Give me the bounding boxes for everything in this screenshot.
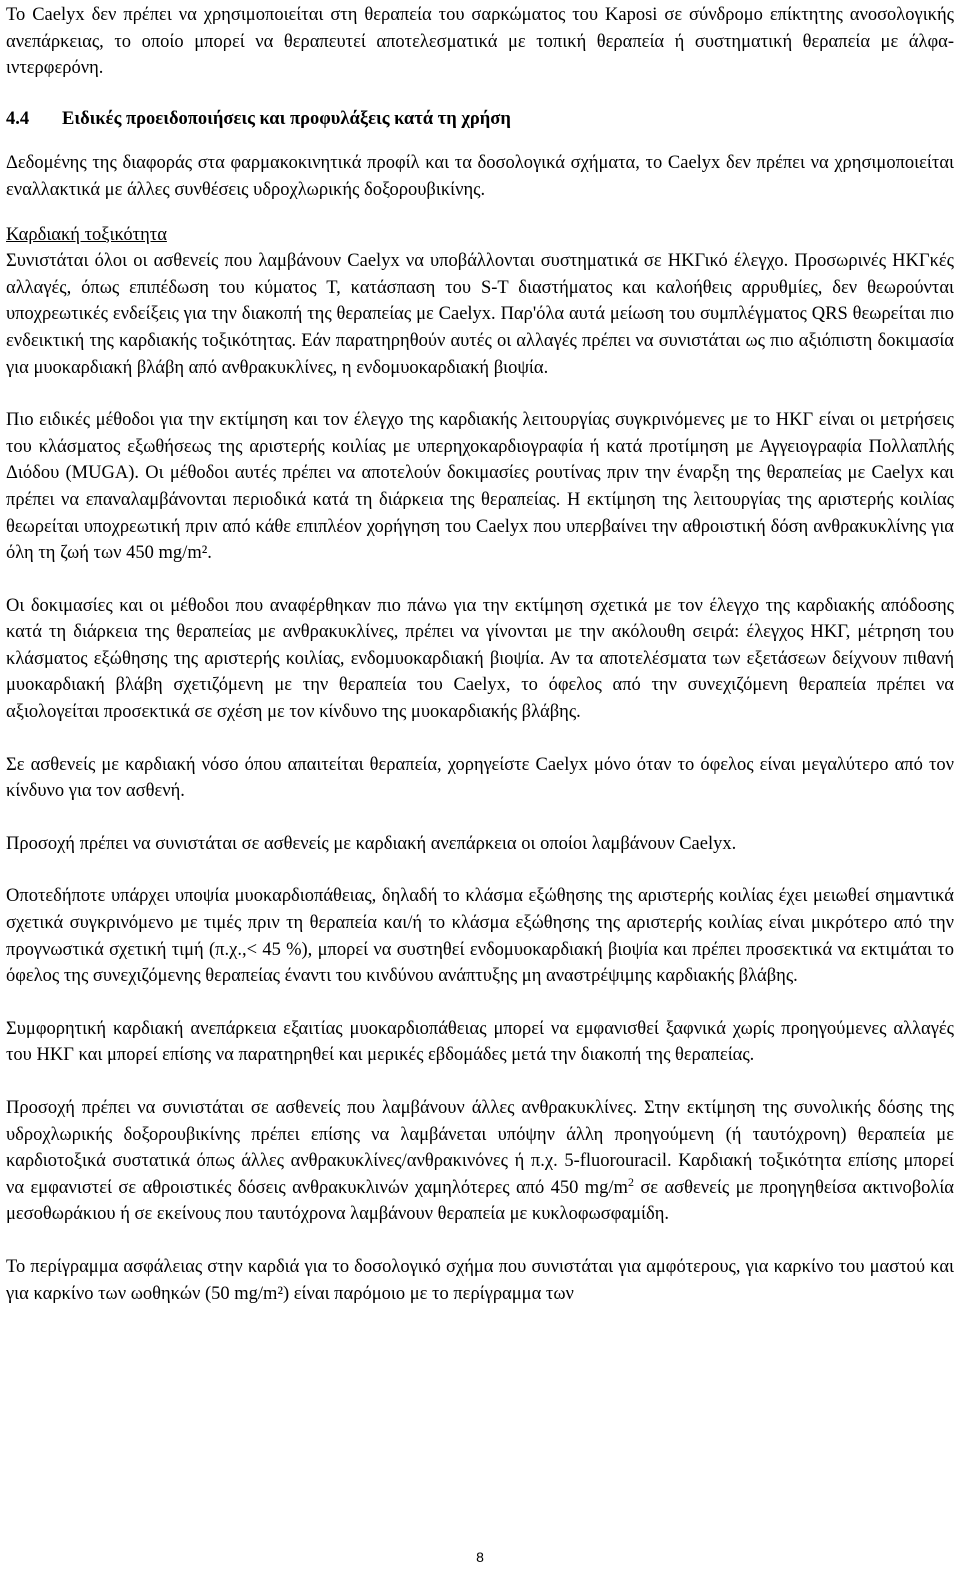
intro-paragraph: Το Caelyx δεν πρέπει να χρησιμοποιείται στη θεραπεία του σαρκώματος του Kaposi σε σύνδρομο επίκτητης ανοσολογικής ανεπάρκειας, το οποίο μπορεί να θεραπευτεί αποτελεσματικά με τοπική θεραπεία ή συστηματική θεραπεία με άλφα-ιντερφερόνη. xyxy=(6,5,954,79)
section-title: Ειδικές προειδοποιήσεις και προφυλάξεις κατά τη χρήση xyxy=(62,108,511,129)
paragraph-formulation-warning: Δεδομένης της διαφοράς στα φαρμακοκινητικά προφίλ και τα δοσολογικά σχήματα, το Caelyx δεν πρέπει να χρησιμοποιείται εναλλακτικά με άλλες συνθέσεις υδροχλωρικής δοξορουβικίνης. xyxy=(6,153,954,200)
paragraph-heart-failure: Προσοχή πρέπει να συνιστάται σε ασθενείς με καρδιακή ανεπάρκεια οι οποίοι λαμβάνουν Caelyx. xyxy=(6,833,737,854)
paragraph-safety-profile: Το περίγραμμα ασφάλειας στην καρδιά για το δοσολογικό σχήμα που συνιστάται για αμφότερους, για καρκίνο του μαστού και για καρκίνο των ωοθηκών (50 mg/m²) είναι παρόμοιο με το περίγραμμα των xyxy=(6,1256,954,1304)
paragraph-cardiomyopathy: Οποτεδήποτε υπάρχει υποψία μυοκαρδιοπάθειας, δηλαδή το κλάσμα εξώθησης της αριστερής κοιλίας έχει μειωθεί σημαντικά σχετικά συγκρινόμενο με τιμές πριν τη θεραπεία και/ή το κλάσμα εξώθησης της αριστερής κοιλίας είναι μικρότερο από την προγνωστικά σχετική τιμή (π.χ.,< 45 %), μπορεί να συστηθεί ενδομυοκαρδιακή βιοψία και πρέπει προσεκτικά να εκτιμάται το όφελος της συνεχιζόμενης θεραπείας έναντι του κινδύνου ανάπτυξης μη αναστρέψιμης καρδιακής βλάβης. xyxy=(6,886,954,987)
subheading-cardiac-toxicity: Καρδιακή τοξικότητα xyxy=(6,224,167,245)
paragraph-test-order: Οι δοκιμασίες και οι μέθοδοι που αναφέρθηκαν πιο πάνω για την εκτίμηση σχετικά με τον έλεγχο της καρδιακής απόδοσης κατά τη διάρκεια της θεραπείας με ανθρακυκλίνες, πρέπει να γίνονται με την ακόλουθη σειρά: έλεγχος ΗΚΓ, μέτρηση του κλάσματος εξώθησης της αριστερής κοιλίας, ενδομυοκαρδιακή βιοψία. Αν τα αποτελέσματα των εξετάσεων δείχνουν πιθανή μυοκαρδιακή βλάβη σχετιζόμενη με την θεραπεία του Caelyx, το όφελος από την συνεχιζόμενη θεραπεία πρέπει να αξιολογείται προσεκτικά σε σχέση με τον κίνδυνο της μυοκαρδιακής βλάβης. xyxy=(6,595,954,723)
paragraph-other-anthracyclines-part1: Προσοχή πρέπει να συνιστάται σε ασθενείς που λαμβάνουν άλλες ανθρακυκλίνες. Στην εκτίμηση της συνολικής δόσης της υδροχλωρικής δοξορουβικίνης πρέπει επίσης να λαμβάνεται υπόψην άλλη προηγούμενη (ή ταυτόχρονη) θεραπεία με καρδιοτοξικά συστατικά όπως άλλες ανθρακυκλίνες/ανθρακινόνες ή π.χ. 5-fluorouracil. Καρδιακή τοξικότητα επίσης μπορεί να εμφανιστεί σε αθροιστικές δόσεις ανθρακυκλινών χαμηλότερες από 450 mg/m xyxy=(6,1098,954,1198)
paragraph-congestive-failure: Συμφορητική καρδιακή ανεπάρκεια εξαιτίας μυοκαρδιοπάθειας μπορεί να εμφανισθεί ξαφνικά χωρίς προηγούμενες αλλαγές του ΗΚΓ και μπορεί επίσης να παρατηρηθεί και μερικές εβδομάδες μετά την διακοπή της θεραπείας. xyxy=(6,1018,954,1066)
paragraph-other-anthracyclines xyxy=(6,1095,954,1228)
section-number: 4.4 xyxy=(6,108,30,129)
paragraph-ecg-monitoring: Συνιστάται όλοι οι ασθενείς που λαμβάνουν Caelyx να υποβάλλονται συστηματικά σε ΗΚΓικό έλεγχο. Προσωρινές ΗΚΓκές αλλαγές, όπως επιπέδωση του κύματος Τ, κατάσπαση του S-T διαστήματος και καλοήθεις αρρυθμίες, δεν θεωρούνται υποχρεωτικές ενδείξεις για την διακοπή της θεραπείας με Caelyx. Παρ'όλα αυτά μείωση του συμπλέγματος QRS θεωρείται πιο ενδεικτική της καρδιακής τοξικότητας. Εάν παρατηρηθούν αυτές οι αλλαγές πρέπει να συνιστάται ως πιο αξιόπιστη δοκιμασία για μυοκαρδιακή βλάβη από ανθρακυκλίνες, η ενδομυοκαρδιακή βιοψία. xyxy=(6,251,954,378)
section-heading xyxy=(6,106,954,133)
document-page xyxy=(6,0,954,1307)
paragraph-lvef-methods: Πιο ειδικές μέθοδοι για την εκτίμηση και τον έλεγχο της καρδιακής λειτουργίας συγκρινόμενες με το ΗΚΓ είναι οι μετρήσεις του κλάσματος εξωθήσεως της αριστερής κοιλίας με υπερηχοκαρδιογραφία ή κατά προτίμηση με Αγγειογραφία Πολλαπλής Διόδου (MUGA). Οι μέθοδοι αυτές πρέπει να αποτελούν δοκιμασίες ρουτίνας πριν την έναρξη της θεραπείας με Caelyx και πρέπει να επαναλαμβάνονται περιοδικά κατά τη διάρκεια της θεραπείας. Η εκτίμηση της λειτουργίας της αριστερής κοιλίας θεωρείται υποχρεωτική πριν από κάθε επιπλέον χορήγηση του Caelyx που υπερβαίνει την αθροιστική δόση ανθρακυκλίνης για όλη τη ζωή των 450 mg/m². xyxy=(6,410,954,564)
paragraph-cardiac-disease: Σε ασθενείς με καρδιακή νόσο όπου απαιτείται θεραπεία, χορηγείστε Caelyx μόνο όταν το όφελος είναι μεγαλύτερο από τον κίνδυνο για τον ασθενή. xyxy=(6,754,954,802)
page-number: 8 xyxy=(476,1549,484,1565)
paragraph-other-anthracyclines-part2: σε ασθενείς με προηγηθείσα ακτινοβολία μεσοθωράκιου ή σε εκείνους που ταυτόχρονα λαμβάνουν θεραπεία με κυκλοφωσφαμίδη. xyxy=(6,1177,954,1225)
superscript-two: 2 xyxy=(627,1174,634,1189)
